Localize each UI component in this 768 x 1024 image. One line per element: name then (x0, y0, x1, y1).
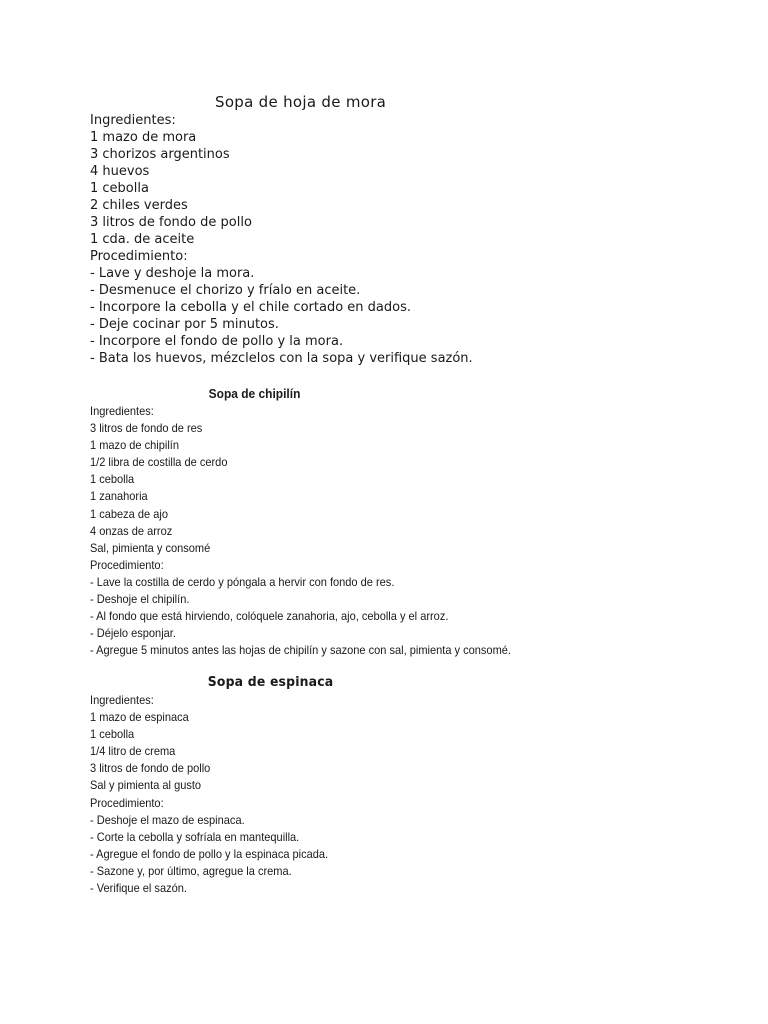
procedure-step: - Al fondo que está hirviendo, colóquele zanahoria, ajo, cebolla y el arroz. (90, 609, 449, 624)
recipe-title: Sopa de hoja de mora (215, 93, 387, 111)
recipe-title: Sopa de chipilín (208, 386, 301, 401)
procedure-step: - Agregue el fondo de pollo y la espinaca picada. (90, 846, 329, 861)
ingredient-item: 1/4 litro de crema (90, 744, 176, 759)
ingredient-item: 1 cebolla (90, 181, 149, 196)
recipe-sopa-de-espinaca (90, 672, 333, 897)
procedure-step: - Incorpore el fondo de pollo y la mora. (90, 334, 344, 349)
ingredient-item: 1 mazo de mora (90, 130, 197, 145)
procedure-step: - Déjelo esponjar. (90, 626, 176, 641)
procedure-step: - Sazone y, por último, agregue la crema. (90, 863, 292, 878)
ingredient-item: 1 cda. de aceite (90, 232, 195, 247)
procedure-step: - Verifique el sazón. (90, 881, 187, 896)
procedure-step: - Lave y deshoje la mora. (90, 266, 255, 281)
ingredient-item: 2 chiles verdes (90, 198, 188, 213)
ingredient-item: 1 mazo de chipilín (90, 438, 179, 453)
procedure-step: - Desmenuce el chorizo y fríalo en aceite. (90, 283, 361, 298)
procedure-step: - Deshoje el mazo de espinaca. (90, 812, 245, 827)
ingredient-item: 3 litros de fondo de res (90, 421, 203, 436)
ingredients-label: Ingredientes: (90, 693, 154, 707)
procedure-step: - Incorpore la cebolla y el chile cortado en dados. (90, 300, 411, 315)
ingredient-item: 1/2 libra de costilla de cerdo (90, 455, 228, 470)
procedure-step: - Agregue 5 minutos antes las hojas de chipilín y sazone con sal, pimienta y consomé. (90, 643, 511, 658)
recipe-sopa-de-hoja-de-mora (90, 92, 473, 367)
ingredient-item: Sal y pimienta al gusto (90, 778, 202, 793)
procedure-step: - Deshoje el chipilín. (90, 592, 190, 607)
procedure-label: Procedimiento: (90, 557, 164, 572)
procedure-step: - Lave la costilla de cerdo y póngala a hervir con fondo de res. (90, 574, 395, 589)
ingredient-item: 3 litros de fondo de pollo (90, 761, 211, 776)
recipe-sopa-de-chipilin (90, 384, 511, 659)
procedure-step: - Corte la cebolla y sofríala en mantequilla. (90, 829, 300, 844)
ingredients-label: Ingredientes: (90, 113, 176, 128)
ingredient-item: 3 litros de fondo de pollo (90, 215, 252, 230)
ingredient-item: 4 onzas de arroz (90, 523, 173, 538)
ingredients-label: Ingredientes: (90, 404, 154, 418)
ingredient-item: 1 mazo de espinaca (90, 710, 189, 725)
procedure-step: - Bata los huevos, mézclelos con la sopa y verifique sazón. (90, 351, 473, 366)
ingredient-item: 4 huevos (90, 164, 150, 179)
ingredient-item: 1 zanahoria (90, 489, 148, 504)
ingredient-item: Sal, pimienta y consomé (90, 540, 211, 555)
recipe-title: Sopa de espinaca (207, 674, 334, 690)
procedure-label: Procedimiento: (90, 249, 188, 264)
procedure-label: Procedimiento: (90, 795, 164, 810)
ingredient-item: 1 cabeza de ajo (90, 506, 168, 521)
ingredient-item: 3 chorizos argentinos (90, 147, 230, 162)
ingredient-item: 1 cebolla (90, 472, 135, 487)
procedure-step: - Deje cocinar por 5 minutos. (90, 317, 279, 332)
ingredient-item: 1 cebolla (90, 727, 135, 742)
